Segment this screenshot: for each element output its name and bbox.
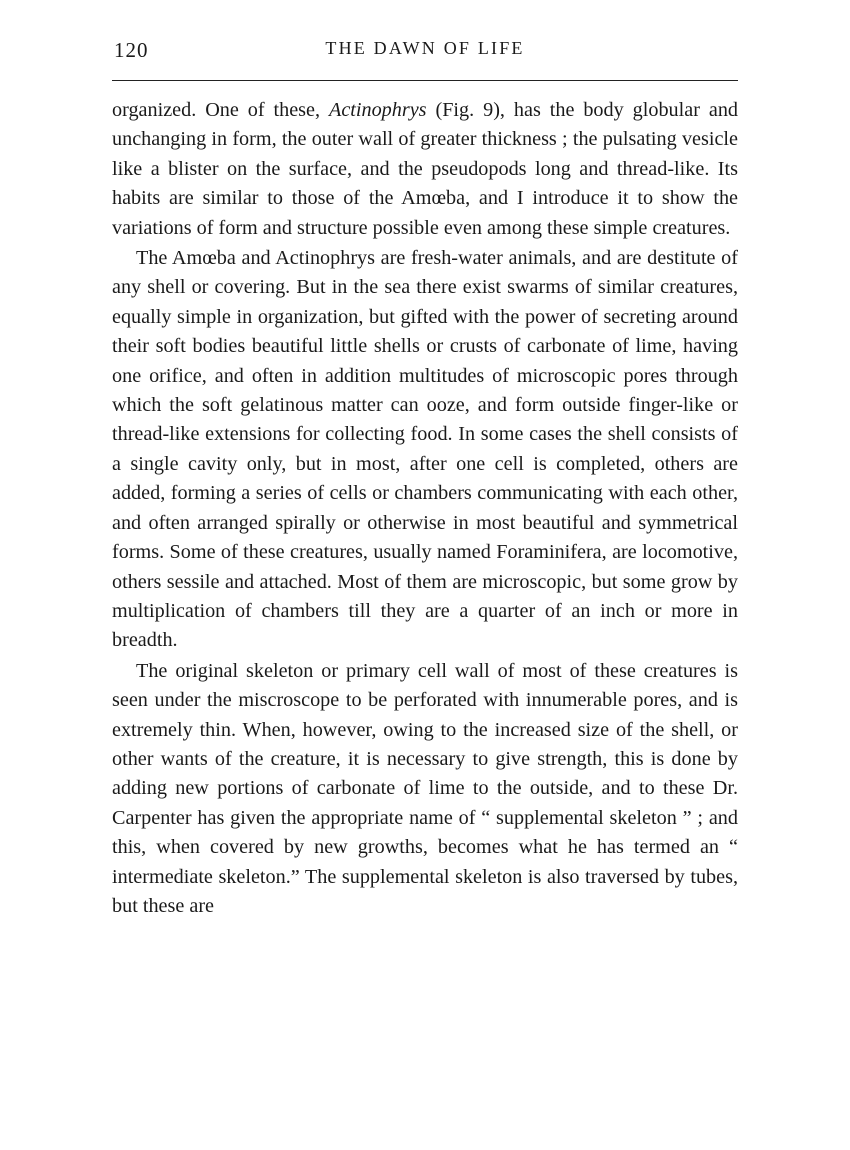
running-title: THE DAWN OF LIFE (325, 38, 525, 58)
page-header (112, 38, 738, 68)
header-rule (112, 80, 738, 81)
actinophrys-italic: Actinophrys (328, 99, 427, 121)
body-text (112, 96, 738, 921)
page-number: 120 (114, 38, 149, 62)
paragraph-2: The Amœba and Actinophrys are fresh-water animals, and are destitute of any shell or covering. But in the sea there exist swarms of similar creatures, equally simple in organization, but gifted with the power of secreting around their soft bodies beautiful little shells or crusts of carbonate of lime, having one orifice, and often in addition multitudes of microscopic pores through which the soft gelatinous matter can ooze, and form outside finger-like or thread-like extensions for collecting food. In some cases the shell consists of a single cavity only, but in most, after one cell is completed, others are added, forming a series of cells or chambers communicating with each other, and often arranged spirally or otherwise in most beautiful and symmetrical forms. Some of these creatures, usually named Foraminifera, are locomotive, others sessile and attached. Most of them are microscopic, but some grow by multiplication of chambers till they are a quarter of an inch or more in breadth. (112, 247, 738, 652)
paragraph-3: The original skeleton or primary cell wall of most of these creatures is seen under the miscroscope to be perforated with innumerable pores, and is extremely thin. When, however, owing to the increased size of the shell, or other wants of the creature, it is necessary to give strength, this is done by adding new portions of carbonate of lime to the outside, and to these Dr. Carpenter has given the appropriate name of “ supplemental skeleton ” ; and this, when covered by new growths, becomes what he has termed an “ intermediate skeleton.” The supplemental skeleton is also traversed by tubes, but these are (112, 659, 738, 917)
paragraph-1-text-b: (Fig. 9), has the body globular and unchanging in form, the outer wall of greater thickness ; the pulsating vesicle like a blister on the surface, and the pseudopods long and thread-like. Its habits are similar to those of the Amœba, and I introduce it to show the variations of form and structure possible even among these simple creatures. (112, 99, 739, 239)
paragraph-1-text-a: organized. One of these, (112, 99, 329, 121)
paragraph-1 (112, 96, 738, 243)
